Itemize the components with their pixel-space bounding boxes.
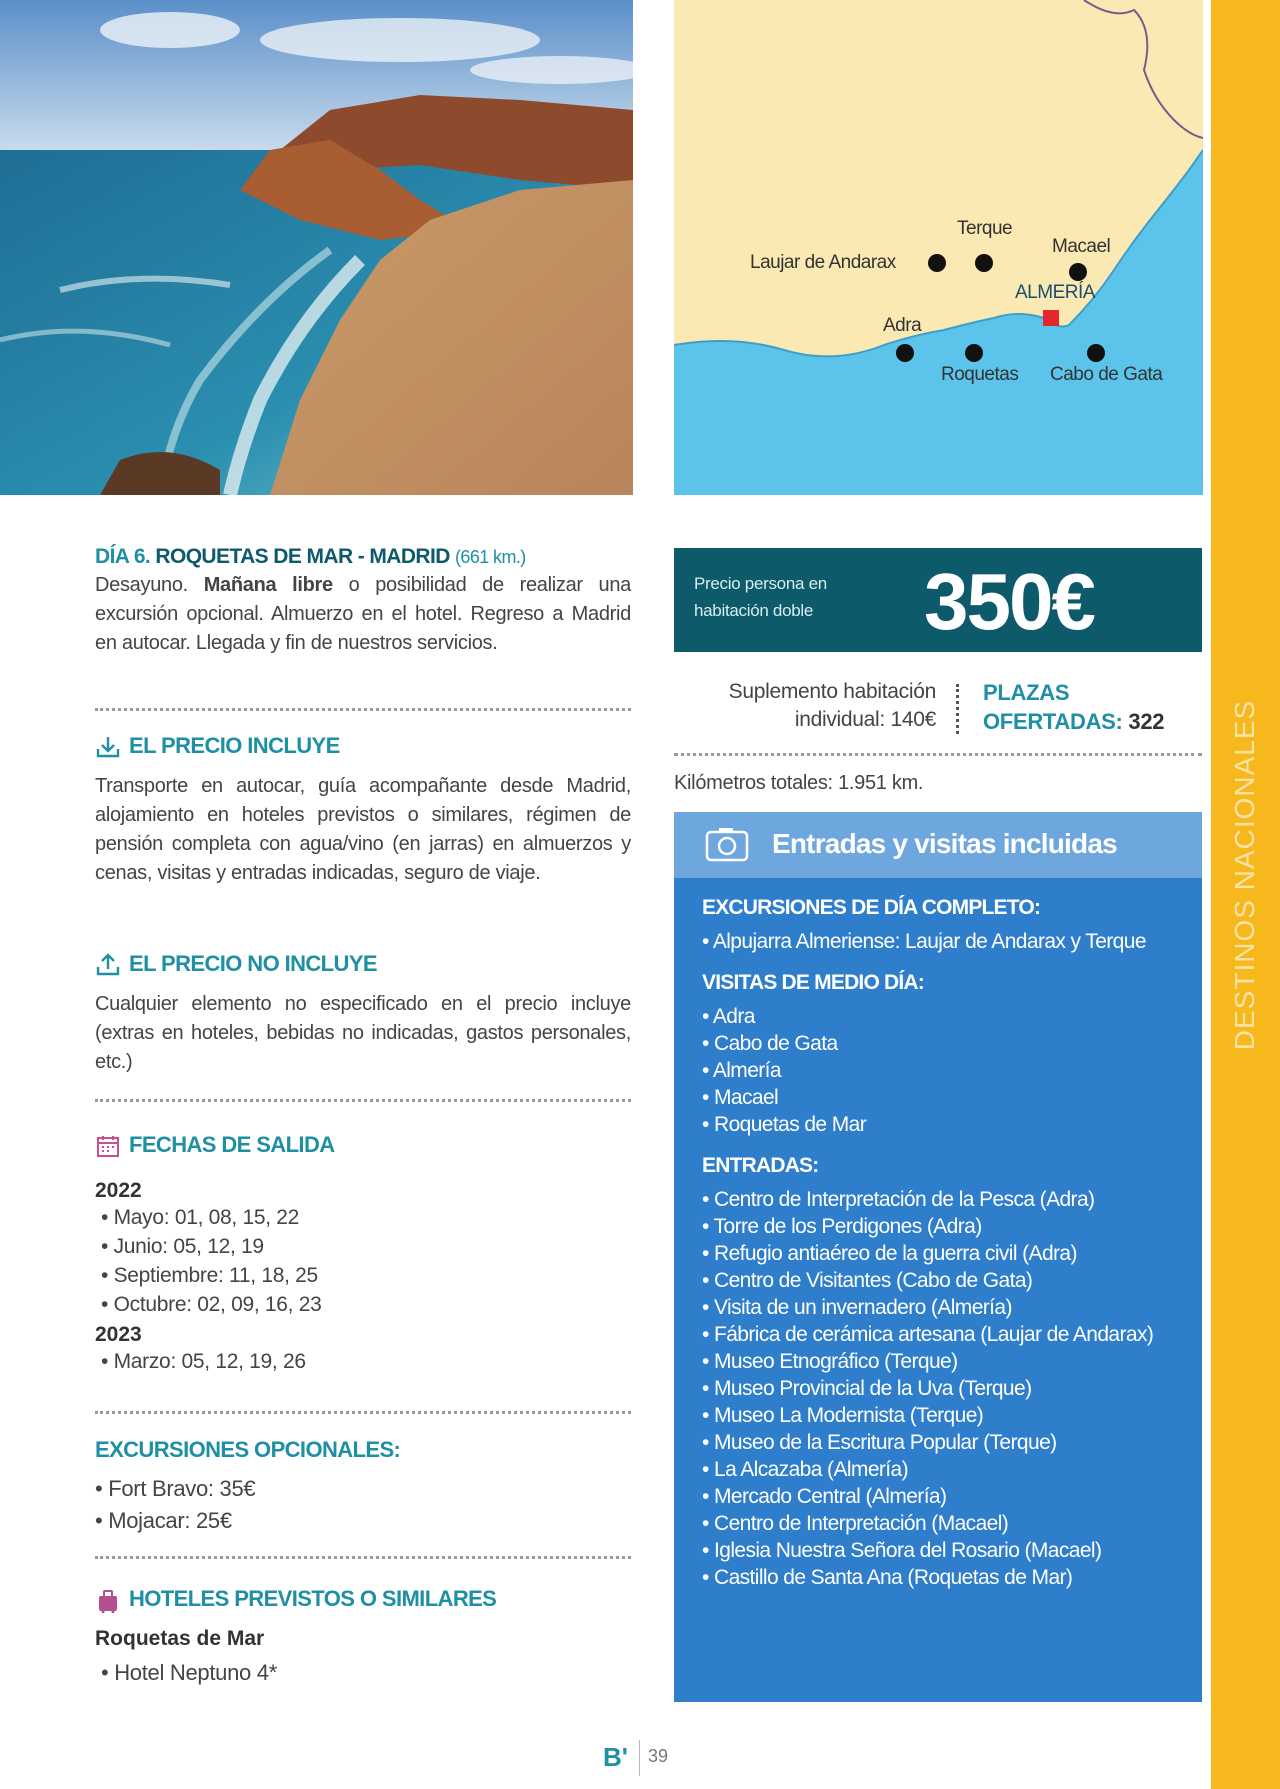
no-incluye-section bbox=[95, 951, 631, 1077]
list-item: • Marzo: 05, 12, 19, 26 bbox=[101, 1347, 631, 1376]
list-item: • Torre de los Perdigones (Adra) bbox=[702, 1213, 1197, 1240]
suplemento-line1: Suplemento habitación bbox=[728, 680, 936, 703]
incluye-section bbox=[95, 733, 631, 888]
day6-route: ROQUETAS DE MAR - MADRID bbox=[155, 545, 450, 568]
entradas-title: Entradas y visitas incluidas bbox=[772, 828, 1117, 859]
incluye-text: Transporte en autocar, guía acompañante desde Madrid, alojamiento en hoteles previstos o similares, régimen de pensión completa con agua/vino (en jarras) en almuerzos y cenas, visitas y entradas indicadas, seguro de viaje. bbox=[95, 775, 631, 885]
map-label-macael: Macael bbox=[1052, 236, 1111, 257]
list-item: • Iglesia Nuestra Señora del Rosario (Macael) bbox=[702, 1537, 1197, 1564]
entradas-list bbox=[702, 1186, 1197, 1591]
entradas-box bbox=[674, 812, 1202, 1702]
map-label-terque: Terque bbox=[957, 218, 1013, 239]
suitcase-icon bbox=[95, 1587, 121, 1613]
day6-text-c: o posibilidad de realizar una excursión opcional. Almuerzo en el hotel. Regreso a Madrid en autocar. Llegada y fin de nuestros servicios. bbox=[95, 574, 631, 654]
divider bbox=[95, 1556, 631, 1559]
divider bbox=[95, 1411, 631, 1414]
fechas-title: FECHAS DE SALIDA bbox=[95, 1132, 631, 1159]
list-item: • Roquetas de Mar bbox=[702, 1111, 1197, 1138]
price-value: 350€ bbox=[924, 557, 1094, 646]
list-item: • La Alcazaba (Almería) bbox=[702, 1456, 1197, 1483]
hotel-city: Roquetas de Mar bbox=[95, 1627, 265, 1651]
list-item: • Centro de Interpretación (Macael) bbox=[702, 1510, 1197, 1537]
km-total: Kilómetros totales: 1.951 km. bbox=[674, 772, 924, 794]
hoteles-list bbox=[101, 1657, 631, 1689]
plazas-line1: PLAZAS bbox=[983, 680, 1070, 705]
list-item: • Junio: 05, 12, 19 bbox=[101, 1232, 631, 1261]
divider bbox=[95, 1099, 631, 1102]
day6-km: (661 km.) bbox=[455, 547, 526, 567]
opcionales-title: EXCURSIONES OPCIONALES: bbox=[95, 1437, 401, 1462]
map-label-laujar: Laujar de Andarax bbox=[750, 252, 896, 273]
download-icon bbox=[95, 734, 121, 760]
list-item: • Mercado Central (Almería) bbox=[702, 1483, 1197, 1510]
footer-separator bbox=[639, 1740, 640, 1776]
year-2022: 2022 bbox=[95, 1179, 142, 1203]
incluye-title: EL PRECIO INCLUYE bbox=[95, 733, 631, 760]
list-item: • Hotel Neptuno 4* bbox=[101, 1657, 631, 1689]
upload-icon bbox=[95, 952, 121, 978]
hoteles-section bbox=[95, 1586, 631, 1689]
suplemento-line2: individual: 140€ bbox=[794, 708, 936, 731]
entradas-content bbox=[702, 896, 1197, 1607]
day6-section bbox=[95, 545, 631, 658]
list-item: • Fort Bravo: 35€ bbox=[95, 1473, 631, 1505]
list-item: • Alpujarra Almeriense: Laujar de Andarax y Terque bbox=[702, 928, 1197, 955]
list-item: • Visita de un invernadero (Almería) bbox=[702, 1294, 1197, 1321]
list-item: • Macael bbox=[702, 1084, 1197, 1111]
list-item: • Museo La Modernista (Terque) bbox=[702, 1402, 1197, 1429]
list-item: • Castillo de Santa Ana (Roquetas de Mar) bbox=[702, 1564, 1197, 1591]
list-item: • Centro de Interpretación de la Pesca (Adra) bbox=[702, 1186, 1197, 1213]
ticket-icon bbox=[704, 826, 750, 864]
list-item: • Septiembre: 11, 18, 25 bbox=[101, 1261, 631, 1290]
list-item: • Cabo de Gata bbox=[702, 1030, 1197, 1057]
day6-title bbox=[95, 545, 631, 569]
divider bbox=[674, 753, 1202, 756]
plazas-text bbox=[983, 678, 1164, 736]
day6-text bbox=[95, 571, 631, 658]
excursiones-list bbox=[702, 928, 1197, 955]
day6-text-b: Mañana libre bbox=[203, 574, 333, 596]
year-2023: 2023 bbox=[95, 1323, 142, 1347]
list-item: • Museo Etnográfico (Terque) bbox=[702, 1348, 1197, 1375]
list-item: • Octubre: 02, 09, 16, 23 bbox=[101, 1290, 631, 1319]
brand-logo: B' bbox=[603, 1742, 628, 1772]
section-heading: ENTRADAS: bbox=[702, 1154, 819, 1177]
fechas-2022-list bbox=[101, 1203, 631, 1319]
separator bbox=[956, 684, 959, 734]
price-box bbox=[674, 548, 1202, 652]
calendar-icon bbox=[95, 1133, 121, 1159]
day6-prefix: DÍA 6. bbox=[95, 545, 151, 568]
opcionales-list bbox=[95, 1473, 631, 1537]
list-item: • Museo Provincial de la Uva (Terque) bbox=[702, 1375, 1197, 1402]
list-item: • Refugio antiaéreo de la guerra civil (Adra) bbox=[702, 1240, 1197, 1267]
entradas-header bbox=[674, 812, 1202, 878]
fechas-section bbox=[95, 1132, 631, 1376]
divider bbox=[95, 708, 631, 711]
opcionales-section bbox=[95, 1437, 631, 1537]
list-item: • Mojacar: 25€ bbox=[95, 1505, 631, 1537]
page-number: 39 bbox=[648, 1746, 669, 1766]
price-label: Precio persona en habitación doble bbox=[694, 574, 827, 620]
section-heading: EXCURSIONES DE DÍA COMPLETO: bbox=[702, 896, 1041, 919]
list-item: • Centro de Visitantes (Cabo de Gata) bbox=[702, 1267, 1197, 1294]
map-label-cabo-de-gata: Cabo de Gata bbox=[1050, 364, 1163, 385]
map-label-roquetas: Roquetas bbox=[941, 364, 1019, 385]
no-incluye-title: EL PRECIO NO INCLUYE bbox=[95, 951, 631, 978]
suplemento-text bbox=[674, 678, 936, 734]
region-map bbox=[674, 0, 1203, 495]
side-band-label: DESTINOS NACIONALES bbox=[1229, 699, 1260, 1051]
hoteles-title: HOTELES PREVISTOS O SIMILARES bbox=[95, 1586, 631, 1613]
day6-text-a: Desayuno. bbox=[95, 574, 188, 596]
list-item: • Fábrica de cerámica artesana (Laujar de Andarax) bbox=[702, 1321, 1197, 1348]
section-heading: VISITAS DE MEDIO DÍA: bbox=[702, 971, 924, 994]
beach-photo bbox=[0, 0, 633, 495]
list-item: • Museo de la Escritura Popular (Terque) bbox=[702, 1429, 1197, 1456]
plazas-line2: OFERTADAS: 322 bbox=[983, 709, 1165, 734]
map-label-almeria: ALMERÍA bbox=[1015, 282, 1095, 303]
no-incluye-text: Cualquier elemento no especificado en el precio incluye (extras en hoteles, bebidas no indicadas, gastos personales, etc.) bbox=[95, 993, 631, 1074]
fechas-2023-list bbox=[101, 1347, 631, 1376]
visitas-list bbox=[702, 1003, 1197, 1138]
list-item: • Adra bbox=[702, 1003, 1197, 1030]
map-label-adra: Adra bbox=[883, 315, 922, 336]
list-item: • Mayo: 01, 08, 15, 22 bbox=[101, 1203, 631, 1232]
list-item: • Almería bbox=[702, 1057, 1197, 1084]
